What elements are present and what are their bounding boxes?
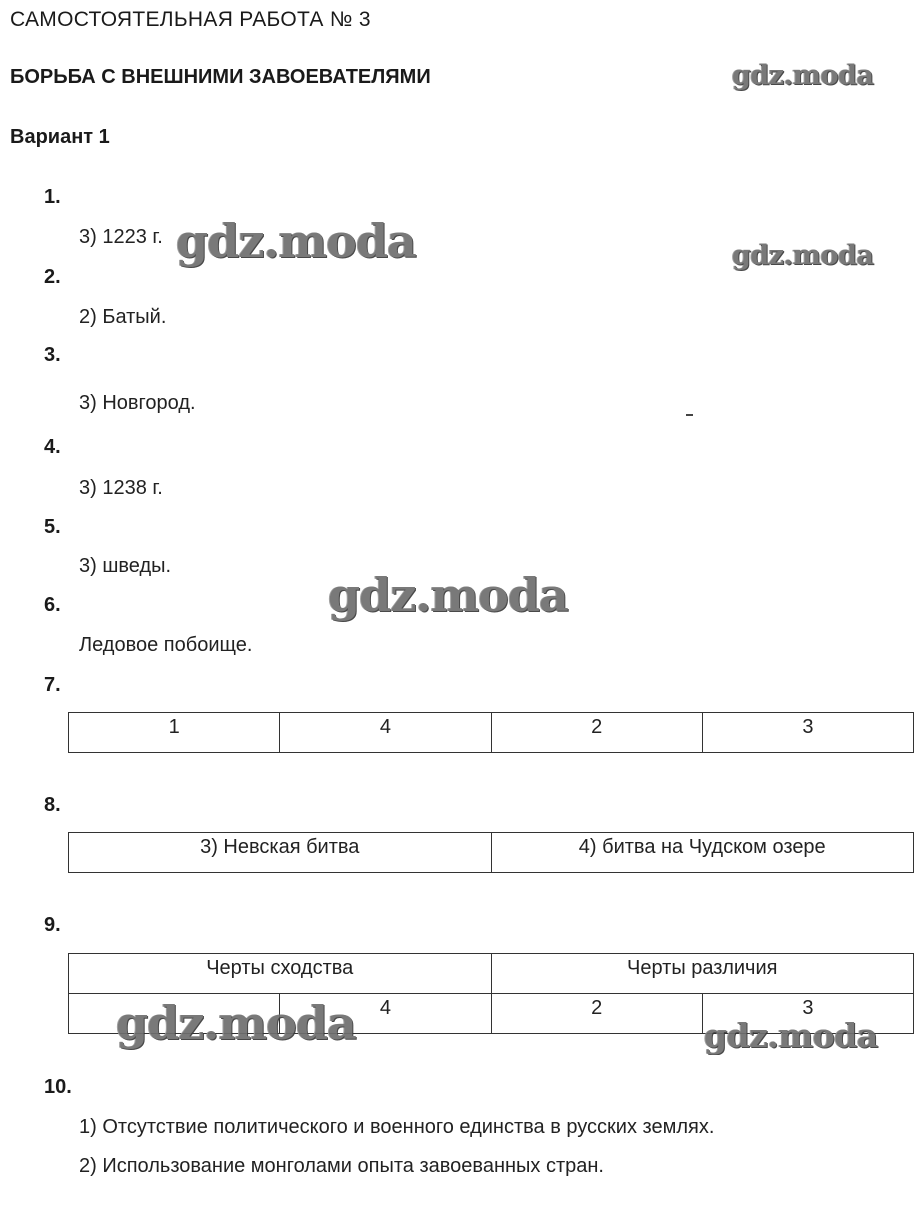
table-cell: 3 <box>702 994 913 1034</box>
table-cell: 4 <box>280 994 491 1034</box>
stray-mark <box>686 414 693 416</box>
answer-2: 2) Батый. <box>79 306 167 328</box>
topic-title: БОРЬБА С ВНЕШНИМИ ЗАВОЕВАТЕЛЯМИ <box>10 66 431 88</box>
question-number-5: 5. <box>44 516 61 538</box>
watermark-logo: gdz.moda <box>732 240 874 271</box>
question-number-8: 8. <box>44 794 61 816</box>
question-number-9: 9. <box>44 914 61 936</box>
table-q8 <box>68 832 914 873</box>
question-number-3: 3. <box>44 344 61 366</box>
table-q9 <box>68 953 914 1034</box>
table-cell: 2 <box>491 994 702 1034</box>
table-cell: 1 <box>69 713 280 753</box>
table-header-cell: Черты различия <box>491 954 914 994</box>
question-number-4: 4. <box>44 436 61 458</box>
answer-10-1: 1) Отсутствие политического и военного единства в русских землях. <box>79 1116 715 1138</box>
table-row <box>69 713 914 753</box>
answer-1: 3) 1223 г. <box>79 226 163 248</box>
table-row <box>69 833 914 873</box>
table-cell: 2 <box>491 713 702 753</box>
table-header-cell: Черты сходства <box>69 954 492 994</box>
variant-label: Вариант 1 <box>10 126 110 148</box>
table-q7 <box>68 712 914 753</box>
table-header-row <box>69 954 914 994</box>
answer-4: 3) 1238 г. <box>79 477 163 499</box>
answer-10-2: 2) Использование монголами опыта завоеванных стран. <box>79 1155 604 1177</box>
table-row <box>69 994 914 1034</box>
work-title: САМОСТОЯТЕЛЬНАЯ РАБОТА № 3 <box>10 8 371 31</box>
question-number-6: 6. <box>44 594 61 616</box>
watermark-logo: gdz.moda <box>328 568 568 622</box>
answer-6: Ледовое побоище. <box>79 634 253 656</box>
table-cell: 4) битва на Чудском озере <box>491 833 914 873</box>
question-number-10: 10. <box>44 1076 72 1098</box>
table-cell <box>69 994 280 1034</box>
question-number-7: 7. <box>44 674 61 696</box>
question-number-1: 1. <box>44 186 61 208</box>
answer-5: 3) шведы. <box>79 555 172 577</box>
table-cell: 4 <box>280 713 491 753</box>
watermark-logo: gdz.moda <box>176 214 416 268</box>
table-cell: 3 <box>702 713 913 753</box>
watermark-logo: gdz.moda <box>732 60 874 91</box>
watermark-logo: gdz.moda <box>704 1016 878 1055</box>
answer-3: 3) Новгород. <box>79 392 196 414</box>
table-cell: 3) Невская битва <box>69 833 492 873</box>
watermark-logo: gdz.moda <box>116 996 356 1050</box>
question-number-2: 2. <box>44 266 61 288</box>
